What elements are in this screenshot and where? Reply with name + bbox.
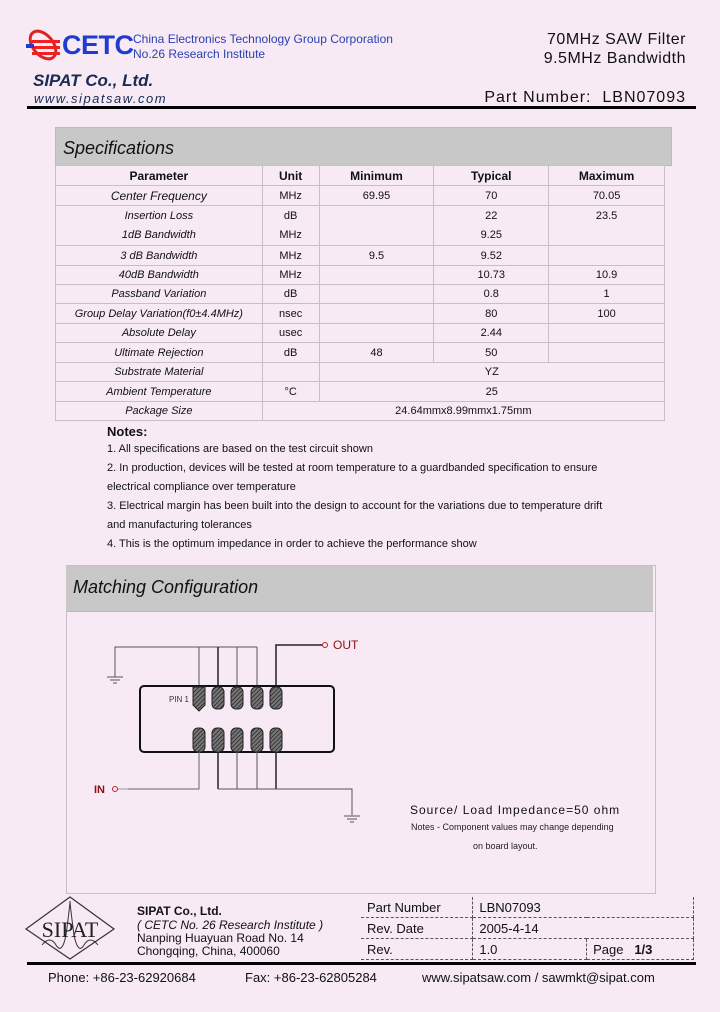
footer-divider (27, 962, 696, 965)
cell-max (549, 343, 665, 363)
bandwidth-title: 9.5MHz Bandwidth (543, 50, 686, 67)
table-header-row (56, 166, 665, 186)
col-maximum: Maximum (549, 166, 665, 186)
notes-section (107, 424, 602, 554)
table-row (56, 324, 665, 343)
table-row (361, 897, 694, 918)
part-number-value: LBN07093 (602, 89, 686, 106)
cell-parameter: 40dB Bandwidth (56, 266, 263, 285)
cell-typ: 9.25 (434, 226, 549, 246)
table-row (56, 363, 665, 382)
cell-typ: 2.44 (434, 324, 549, 343)
org-name: China Electronics Technology Group Corporation (133, 32, 393, 46)
cell-min (319, 285, 434, 304)
footer-phone: Phone: +86-23-62920684 (48, 970, 196, 985)
revision-table (361, 897, 694, 960)
cell-typ: 9.52 (434, 246, 549, 266)
cell-parameter: Substrate Material (56, 363, 263, 382)
cell-max: 23.5 (549, 206, 665, 226)
table-row (56, 382, 665, 402)
header-part-number (484, 89, 686, 107)
cell-parameter: Group Delay Variation(f0±4.4MHz) (56, 304, 263, 324)
cell-max (549, 246, 665, 266)
cell-parameter: Ambient Temperature (56, 382, 263, 402)
cell-value: YZ (319, 363, 664, 382)
col-unit: Unit (262, 166, 319, 186)
part-number-label: Part Number (361, 897, 473, 918)
note-line: 2. In production, devices will be tested at room temperature to a guardbanded specification to ensure (107, 462, 598, 474)
cell-typ: 80 (434, 304, 549, 324)
cell-parameter: Center Frequency (56, 186, 263, 206)
rev-label: Rev. (361, 939, 473, 960)
col-minimum: Minimum (319, 166, 434, 186)
cetc-logo-icon (26, 28, 64, 62)
impedance-note-line2: on board layout. (473, 841, 538, 851)
company-website: www.sipatsaw.com (34, 91, 168, 106)
cell-unit (262, 363, 319, 382)
note-line: 4. This is the optimum impedance in order to achieve the performance show (107, 538, 477, 550)
product-title: 70MHz SAW Filter (547, 31, 686, 48)
table-row (361, 939, 694, 960)
notes-title: Notes: (107, 424, 148, 439)
cell-max: 100 (549, 304, 665, 324)
table-row (56, 266, 665, 285)
cell-unit: dB (262, 343, 319, 363)
cell-max: 10.9 (549, 266, 665, 285)
cell-typ: 70 (434, 186, 549, 206)
cell-min (319, 266, 434, 285)
cell-unit: nsec (262, 304, 319, 324)
table-row (56, 304, 665, 324)
rev-date-value: 2005-4-14 (473, 918, 694, 939)
cell-max: 1 (549, 285, 665, 304)
sipat-logo-icon (22, 893, 122, 963)
cell-min (319, 304, 434, 324)
matching-title: Matching Configuration (66, 566, 653, 612)
table-row (56, 246, 665, 266)
cell-parameter: Insertion Loss (56, 206, 263, 226)
cell-parameter: 3 dB Bandwidth (56, 246, 263, 266)
table-row (56, 186, 665, 206)
col-parameter: Parameter (56, 166, 263, 186)
cell-unit: MHz (262, 246, 319, 266)
cell-min: 48 (319, 343, 434, 363)
cell-min (319, 206, 434, 246)
note-line: and manufacturing tolerances (107, 519, 252, 531)
cell-value: 25 (319, 382, 664, 402)
header-divider (27, 106, 696, 109)
cell-value: 24.64mmx8.99mmx1.75mm (262, 402, 664, 421)
sipat-logo-text: SIPAT (41, 917, 99, 942)
cell-unit: MHz (262, 186, 319, 206)
part-number-value: LBN07093 (473, 897, 694, 918)
cell-typ: 50 (434, 343, 549, 363)
footer-company: SIPAT Co., Ltd. (137, 904, 222, 918)
cell-typ: 22 (434, 206, 549, 226)
page-label: Page (593, 941, 624, 957)
circuit-diagram (90, 630, 390, 830)
impedance-note-line1: Notes - Component values may change depending (411, 822, 614, 832)
footer-institute: ( CETC No. 26 Research Institute ) (137, 918, 324, 932)
cell-parameter: Ultimate Rejection (56, 343, 263, 363)
table-row (56, 402, 665, 421)
table-row (361, 918, 694, 939)
footer-address-line2: Chongqing, China, 400060 (137, 944, 280, 958)
cell-parameter: Absolute Delay (56, 324, 263, 343)
footer-address-line1: Nanping Huayuan Road No. 14 (137, 931, 304, 945)
cell-typ: 10.73 (434, 266, 549, 285)
specifications-table (55, 165, 665, 421)
company-name: SIPAT Co., Ltd. (33, 71, 154, 90)
ground-icon (344, 816, 360, 822)
cell-max: 70.05 (549, 186, 665, 206)
cell-unit: dB (262, 206, 319, 226)
cell-max (549, 226, 665, 246)
cell-min: 9.5 (319, 246, 434, 266)
note-line: electrical compliance over temperature (107, 481, 296, 493)
note-line: 1. All specifications are based on the test circuit shown (107, 443, 373, 455)
cell-unit: dB (262, 285, 319, 304)
cell-parameter: Passband Variation (56, 285, 263, 304)
cetc-logo-text: CETC (62, 30, 134, 60)
table-row (56, 285, 665, 304)
table-row (56, 343, 665, 363)
rev-value: 1.0 (473, 939, 587, 960)
footer-fax: Fax: +86-23-62805284 (245, 970, 377, 985)
note-line: 3. Electrical margin has been built into the design to account for the variations due to temperature drift (107, 500, 603, 512)
cell-unit: usec (262, 324, 319, 343)
output-terminal-label: OUT (333, 638, 359, 652)
specifications-title: Specifications (55, 127, 672, 166)
table-row (56, 206, 665, 226)
col-typical: Typical (434, 166, 549, 186)
cell-typ: 0.8 (434, 285, 549, 304)
input-terminal-label: IN (94, 784, 105, 796)
cell-max (549, 324, 665, 343)
institute-name: No.26 Research Institute (133, 47, 266, 61)
part-number-label: Part Number: (484, 89, 592, 106)
cell-unit: MHz (262, 266, 319, 285)
cell-min: 69.95 (319, 186, 434, 206)
cell-parameter: Package Size (56, 402, 263, 421)
impedance-text: Source/ Load Impedance=50 ohm (410, 803, 621, 817)
cell-unit: MHz (262, 226, 319, 246)
page-value: 1/3 (634, 941, 653, 957)
ground-icon (107, 677, 123, 683)
cell-parameter: 1dB Bandwidth (56, 226, 263, 246)
page-cell (587, 939, 694, 960)
footer-web-email: www.sipatsaw.com / sawmkt@sipat.com (422, 970, 655, 985)
pin1-label: PIN 1 (169, 695, 190, 704)
cell-min (319, 324, 434, 343)
cell-unit: °C (262, 382, 319, 402)
rev-date-label: Rev. Date (361, 918, 473, 939)
